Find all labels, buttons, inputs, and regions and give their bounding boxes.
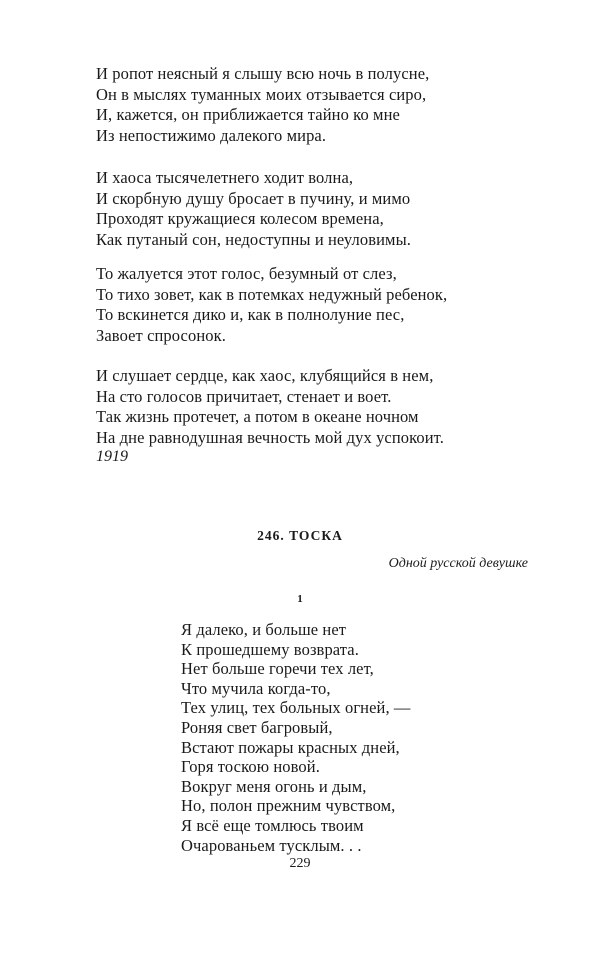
poem-line: На сто голосов причитает, стенает и воет. (96, 386, 392, 406)
poem-line: Он в мыслях туманных моих отзывается сиро, (96, 84, 427, 104)
poem-stanza-1 (96, 64, 429, 146)
poem-dedication: Одной русской девушке (388, 556, 528, 571)
poem-line: Нет больше горечи тех лет, (181, 659, 374, 679)
poem-line: Встают пожары красных дней, (181, 737, 400, 757)
poem-stanza-2 (96, 168, 411, 250)
page-number: 229 (289, 856, 311, 871)
poem-line: Я всё еще томлюсь твоим (181, 815, 364, 835)
poem-line: Как путаный сон, недоступны и неуловимы. (96, 229, 412, 249)
poem-line: Так жизнь протечет, а потом в океане ночном (96, 407, 419, 427)
poem-line: Что мучила когда-то, (181, 678, 331, 698)
poem-line: То тихо зовет, как в потемках недужный ребенок, (96, 284, 448, 304)
poem-line: Горя тоскою новой. (181, 757, 320, 777)
poem-line: Тех улиц, тех больных огней, — (181, 698, 411, 718)
poem-line: То жалуется этот голос, безумный от слез, (96, 264, 397, 283)
poem-stanza-3 (96, 264, 447, 346)
poem-line: На дне равнодушная вечность мой дух успокоит. (96, 427, 444, 447)
poem-line: Очарованьем тусклым. . . (181, 835, 362, 855)
poem-line: Вокруг меня огонь и дым, (181, 776, 367, 796)
poem-line: Но, полон прежним чувством, (181, 796, 396, 816)
section-number: 1 (297, 593, 303, 605)
poem-line: И ропот неясный я слышу всю ночь в полусне, (96, 64, 430, 83)
poem-line: Проходят кружащиеся колесом времена, (96, 209, 384, 229)
poem-stanza-4 (96, 366, 444, 448)
poem-line: И слушает сердце, как хаос, клубящийся в нем, (96, 366, 434, 385)
poem-title: 246. ТОСКА (257, 528, 343, 543)
poem-line: К прошедшему возврата. (181, 639, 359, 659)
poem-line: И, кажется, он приближается тайно ко мне (96, 105, 400, 125)
poem-line: Роняя свет багровый, (181, 717, 333, 737)
poem-line: То вскинется дико и, как в полнолуние пес, (96, 305, 405, 325)
poem-date: 1919 (96, 448, 128, 465)
poem-stanza-tosca (181, 620, 411, 855)
poem-line: Из непостижимо далекого мира. (96, 125, 327, 145)
poem-line: И скорбную душу бросает в пучину, и мимо (96, 188, 411, 208)
poem-line: Я далеко, и больше нет (181, 620, 347, 639)
poem-line: Завоет спросонок. (96, 325, 226, 345)
poem-line: И хаоса тысячелетнего ходит волна, (96, 168, 354, 187)
